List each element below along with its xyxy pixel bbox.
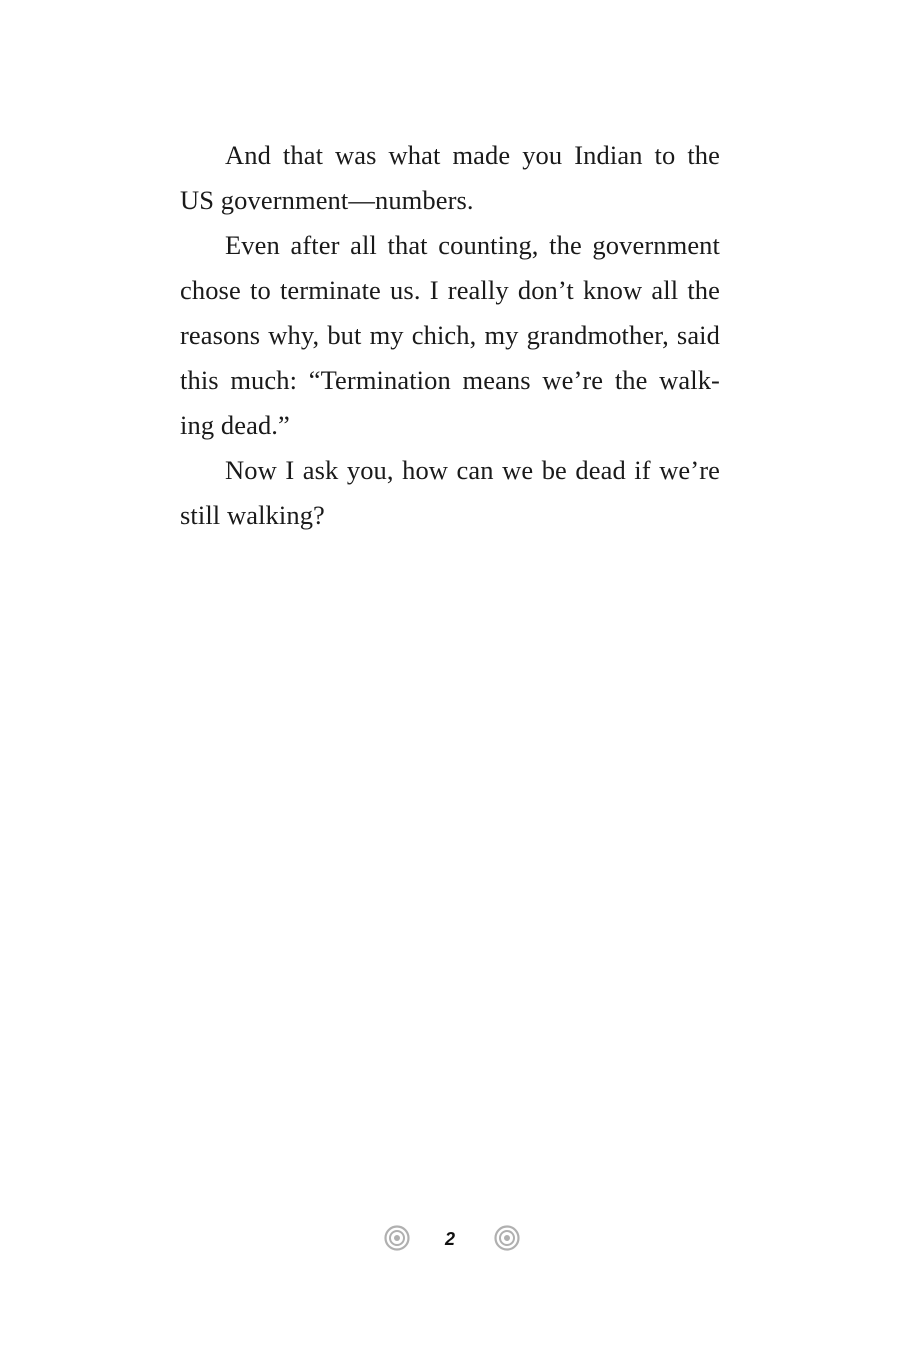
text-line: this much: “Termination means we’re the walk- [180,365,720,395]
text-line: Even after all that counting, the government [225,230,720,260]
text-line: And that was what made you Indian to the [225,140,720,170]
paragraph-3 [180,448,720,538]
text-line: US government—numbers. [180,185,474,215]
text-line: chose to terminate us. I really don’t know all the [180,275,720,305]
body-text [180,133,720,538]
text-line: ing dead.” [180,410,290,440]
page-footer [0,1222,900,1256]
text-line: Now I ask you, how can we be dead if we’re [225,455,720,485]
paragraph-2 [180,223,720,448]
paragraph-1 [180,133,720,223]
text-line: reasons why, but my chich, my grandmother, said [180,320,720,350]
page-number: 2 [444,1229,455,1249]
text-line: still walking? [180,500,325,530]
concentric-circle-icon [494,1225,520,1251]
concentric-circle-icon [384,1225,410,1251]
